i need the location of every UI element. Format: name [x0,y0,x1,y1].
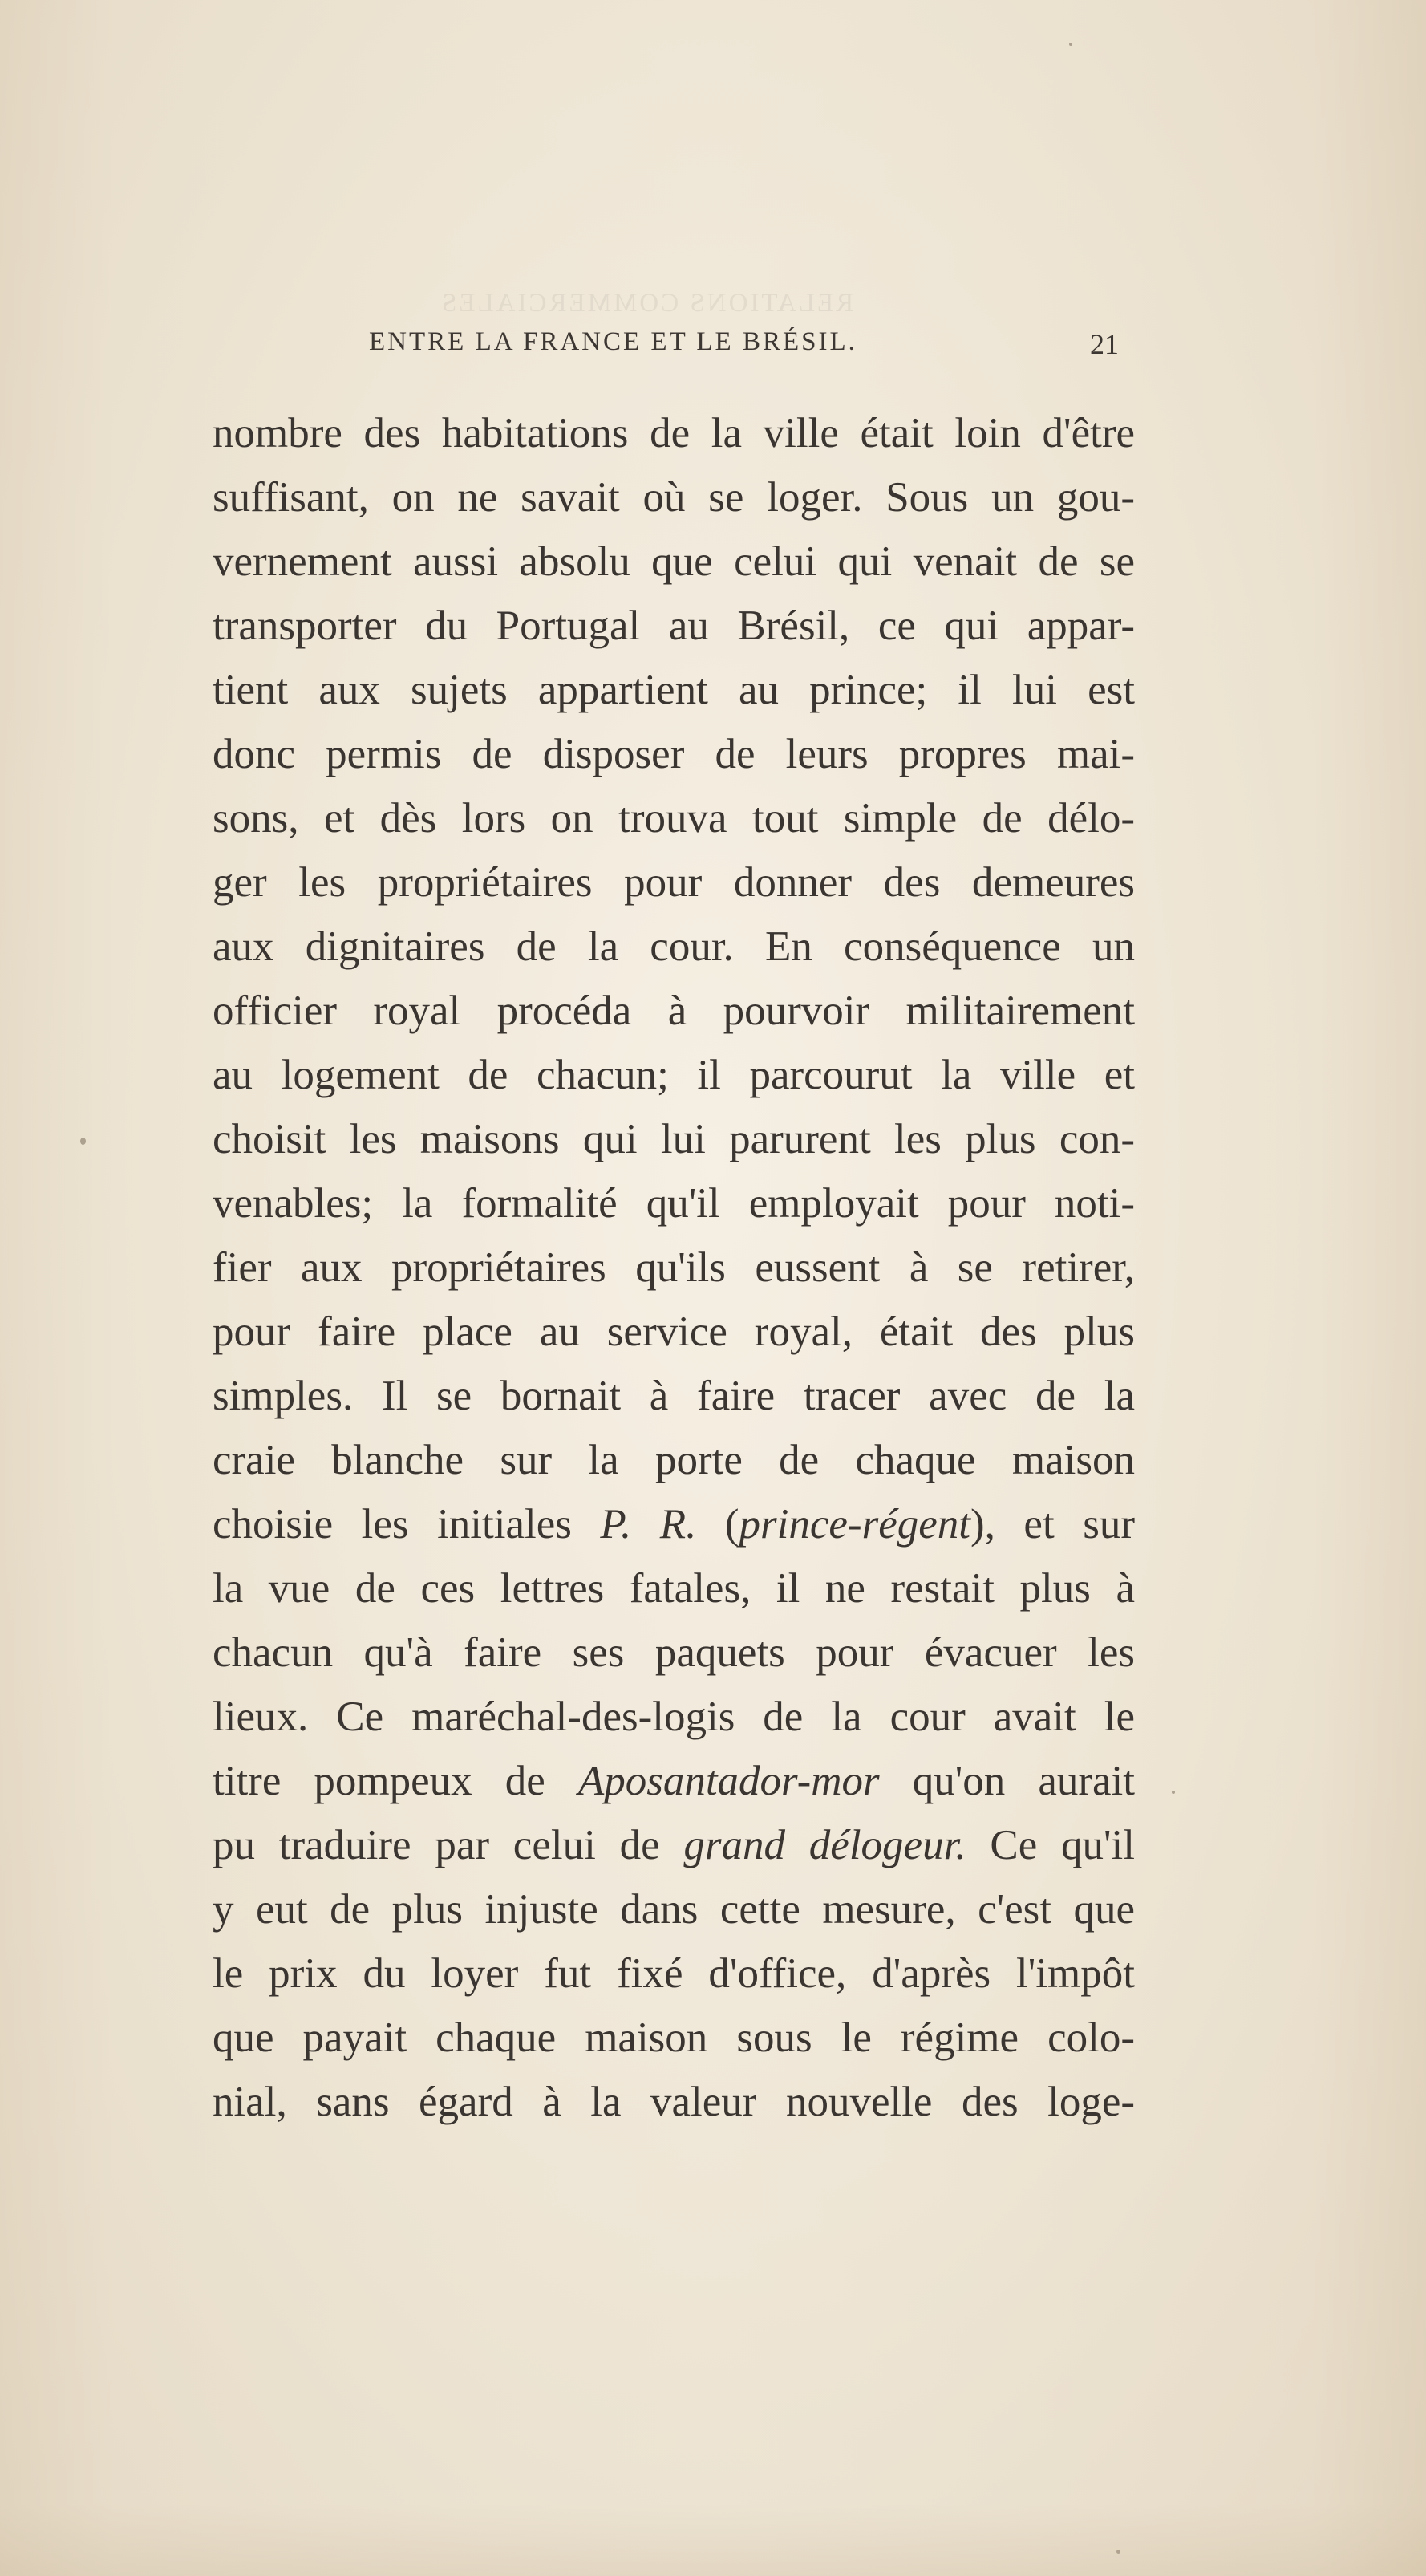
text-line [213,1364,1135,1428]
line-text: chacun qu'à faire ses paquets pour évacuer les [213,1629,1135,1676]
text-line [213,1556,1135,1621]
text-line [213,658,1135,722]
text-line [213,2070,1135,2134]
line-text: suffisant, on ne savait où se loger. Sous un gou- [213,474,1135,521]
line-text: nombre des habitations de la ville était loin d'être [213,410,1135,456]
line-text: ), et sur [970,1501,1135,1548]
line-text: qu'on aurait [879,1758,1135,1804]
text-line [213,1492,1135,1556]
text-line [213,1813,1135,1877]
line-text: lieux. Ce maréchal-des-logis de la cour avait le [213,1694,1135,1740]
line-text: aux dignitaires de la cour. En conséquence un [213,923,1135,970]
show-through-text: RELATIONS COMMERCIALES [440,289,854,318]
line-text: pour faire place au service royal, était des plus [213,1308,1135,1355]
text-line [213,465,1135,529]
line-text: le prix du loyer fut fixé d'office, d'après l'impôt [213,1950,1135,1997]
italic-term: grand délogeur. [683,1822,966,1868]
text-line [213,850,1135,915]
text-line [213,529,1135,594]
line-text: au logement de chacun; il parcourut la ville et [213,1052,1135,1098]
line-text: choisie les initiales [213,1501,601,1548]
line-text: la vue de ces lettres fatales, il ne restait plus à [213,1565,1135,1612]
text-line [213,786,1135,850]
paper-speck [80,1138,86,1145]
line-text: tient aux sujets appartient au prince; il lui est [213,667,1135,713]
line-text: venables; la formalité qu'il employait pour noti- [213,1180,1135,1227]
line-text: donc permis de disposer de leurs propres mai- [213,731,1135,777]
text-line [213,1685,1135,1749]
text-line [213,401,1135,465]
line-text: que payait chaque maison sous le régime colo- [213,2014,1135,2061]
text-line [213,1171,1135,1235]
line-text: choisit les maisons qui lui parurent les plus con- [213,1116,1135,1162]
line-text: simples. Il se bornait à faire tracer avec de la [213,1373,1135,1419]
paper-speck [1172,1791,1175,1794]
italic-term: prince-régent [739,1501,970,1548]
line-text: ( [696,1501,739,1548]
text-line [213,1877,1135,1941]
text-line [213,1749,1135,1813]
paper-speck [1069,43,1072,46]
line-text: craie blanche sur la porte de chaque maison [213,1437,1135,1483]
line-text: Ce qu'il [966,1822,1136,1868]
text-line [213,2006,1135,2070]
line-text: y eut de plus injuste dans cette mesure, c'est que [213,1886,1135,1933]
line-text: vernement aussi absolu que celui qui venait de se [213,538,1135,585]
italic-term: P. R. [600,1501,697,1548]
running-head-title: ENTRE LA FRANCE ET LE BRÉSIL. [369,327,857,356]
line-text: officier royal procéda à pourvoir militairement [213,988,1135,1034]
text-line [213,1043,1135,1107]
line-text: pu traduire par celui de [213,1822,684,1868]
line-text: nial, sans égard à la valeur nouvelle des loge- [213,2079,1135,2125]
line-text: ger les propriétaires pour donner des demeures [213,859,1135,906]
paper-speck [1116,2550,1120,2554]
text-line [213,915,1135,979]
line-text: sons, et dès lors on trouva tout simple de délo- [213,795,1135,842]
line-text: titre pompeux de [213,1758,578,1804]
page-number: 21 [1090,328,1119,360]
line-text: transporter du Portugal au Brésil, ce qui appar- [213,602,1135,649]
body-text [213,401,1135,2134]
text-line [213,722,1135,786]
text-line [213,1428,1135,1492]
running-head [369,327,1119,367]
text-line [213,1300,1135,1364]
line-text: fier aux propriétaires qu'ils eussent à se retirer, [213,1244,1135,1291]
text-line [213,1621,1135,1685]
text-line [213,594,1135,658]
text-line [213,1941,1135,2006]
italic-term: Aposantador-mor [577,1758,880,1804]
text-line [213,1107,1135,1171]
text-line [213,1235,1135,1300]
text-line [213,979,1135,1043]
